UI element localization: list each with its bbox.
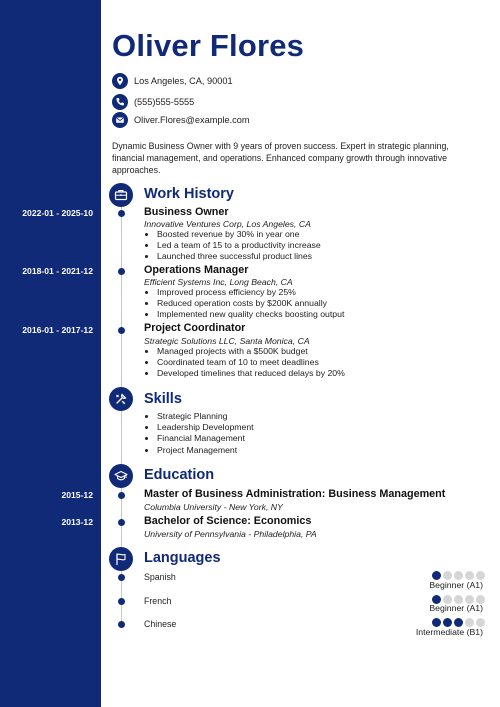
job-bullets [144, 229, 321, 263]
sidebar [0, 0, 101, 707]
rating-dot-empty [465, 571, 474, 580]
language-rating [432, 571, 485, 580]
timeline-dot [118, 621, 125, 628]
school-name: Columbia University - New York, NY [144, 502, 283, 512]
location-pin-icon [112, 73, 128, 89]
list-item: • Boosted revenue by 30% in year one [157, 229, 321, 240]
language-level: Intermediate (B1) [415, 627, 483, 637]
timeline-dot [118, 327, 125, 334]
contact-phone [112, 94, 194, 110]
list-item: • Improved process efficiency by 25% [157, 287, 344, 298]
rating-dot-filled [454, 618, 463, 627]
rating-dot-empty [476, 571, 485, 580]
briefcase-icon [109, 183, 133, 207]
graduation-cap-icon [109, 464, 133, 488]
contact-email [112, 112, 250, 128]
rating-dot-empty [443, 571, 452, 580]
envelope-icon [112, 112, 128, 128]
tools-icon [109, 387, 133, 411]
rating-dot-empty [454, 571, 463, 580]
job-bullets [144, 346, 345, 380]
professional-summary: Dynamic Business Owner with 9 years of proven success. Expert in strategic planning, financial management, and operations. Enhanced company growth through innovative approaches. [112, 141, 449, 176]
list-item: • Strategic Planning [157, 411, 254, 422]
list-item: • Financial Management [157, 433, 254, 444]
address-text: Los Angeles, CA, 90001 [134, 76, 233, 86]
timeline-dot [118, 268, 125, 275]
timeline-dot [118, 598, 125, 605]
job-title: Project Coordinator [144, 322, 246, 334]
phone-text: (555)555-5555 [134, 97, 195, 107]
list-item: • Managed projects with a $500K budget [157, 346, 345, 357]
list-item: • Reduced operation costs by $200K annually [157, 298, 344, 309]
job-dates: 2022-01 - 2025-10 [22, 208, 93, 218]
degree-title: Master of Business Administration: Business Management [144, 488, 446, 500]
rating-dot-empty [465, 618, 474, 627]
job-title: Operations Manager [144, 264, 249, 276]
language-name: Spanish [144, 572, 176, 582]
job-company: Strategic Solutions LLC, Santa Monica, CA [144, 336, 310, 346]
education-date: 2013-12 [61, 517, 93, 527]
list-item: • Coordinated team of 10 to meet deadlines [157, 357, 345, 368]
language-name: Chinese [144, 619, 177, 629]
degree-title: Bachelor of Science: Economics [144, 515, 312, 527]
contact-address [112, 73, 233, 89]
timeline-dot [118, 210, 125, 217]
list-item: • Leadership Development [157, 422, 254, 433]
phone-icon [112, 94, 128, 110]
language-level: Beginner (A1) [429, 603, 483, 613]
list-item: • Led a team of 15 to a productivity increase [157, 240, 321, 251]
job-dates: 2016-01 - 2017-12 [22, 325, 93, 335]
timeline-dot [118, 519, 125, 526]
skills-heading: Skills [144, 391, 182, 407]
list-item: • Developed timelines that reduced delays by 20% [157, 368, 345, 379]
candidate-name: Oliver Flores [112, 28, 305, 63]
email-text: Oliver.Flores@example.com [134, 115, 250, 125]
list-item: • Launched three successful product lines [157, 251, 321, 262]
timeline-dot [118, 492, 125, 499]
job-company: Efficient Systems Inc, Long Beach, CA [144, 277, 293, 287]
language-name: French [144, 596, 172, 606]
education-date: 2015-12 [61, 490, 93, 500]
languages-heading: Languages [144, 550, 221, 566]
list-item: • Project Management [157, 445, 254, 456]
flag-icon [109, 547, 133, 571]
education-heading: Education [144, 467, 215, 483]
job-company: Innovative Ventures Corp, Los Angeles, CA [144, 219, 311, 229]
job-title: Business Owner [144, 206, 229, 218]
work-history-heading: Work History [144, 186, 234, 202]
rating-dot-empty [476, 618, 485, 627]
timeline-dot [118, 574, 125, 581]
school-name: University of Pennsylvania - Philadelphia, PA [144, 529, 317, 539]
rating-dot-filled [432, 571, 441, 580]
language-level: Beginner (A1) [429, 580, 483, 590]
job-dates: 2018-01 - 2021-12 [22, 266, 93, 276]
rating-dot-filled [443, 618, 452, 627]
list-item: • Implemented new quality checks boosting output [157, 309, 344, 320]
job-bullets [144, 287, 344, 321]
language-rating [432, 618, 485, 627]
rating-dot-filled [432, 618, 441, 627]
skills-list [144, 411, 254, 456]
